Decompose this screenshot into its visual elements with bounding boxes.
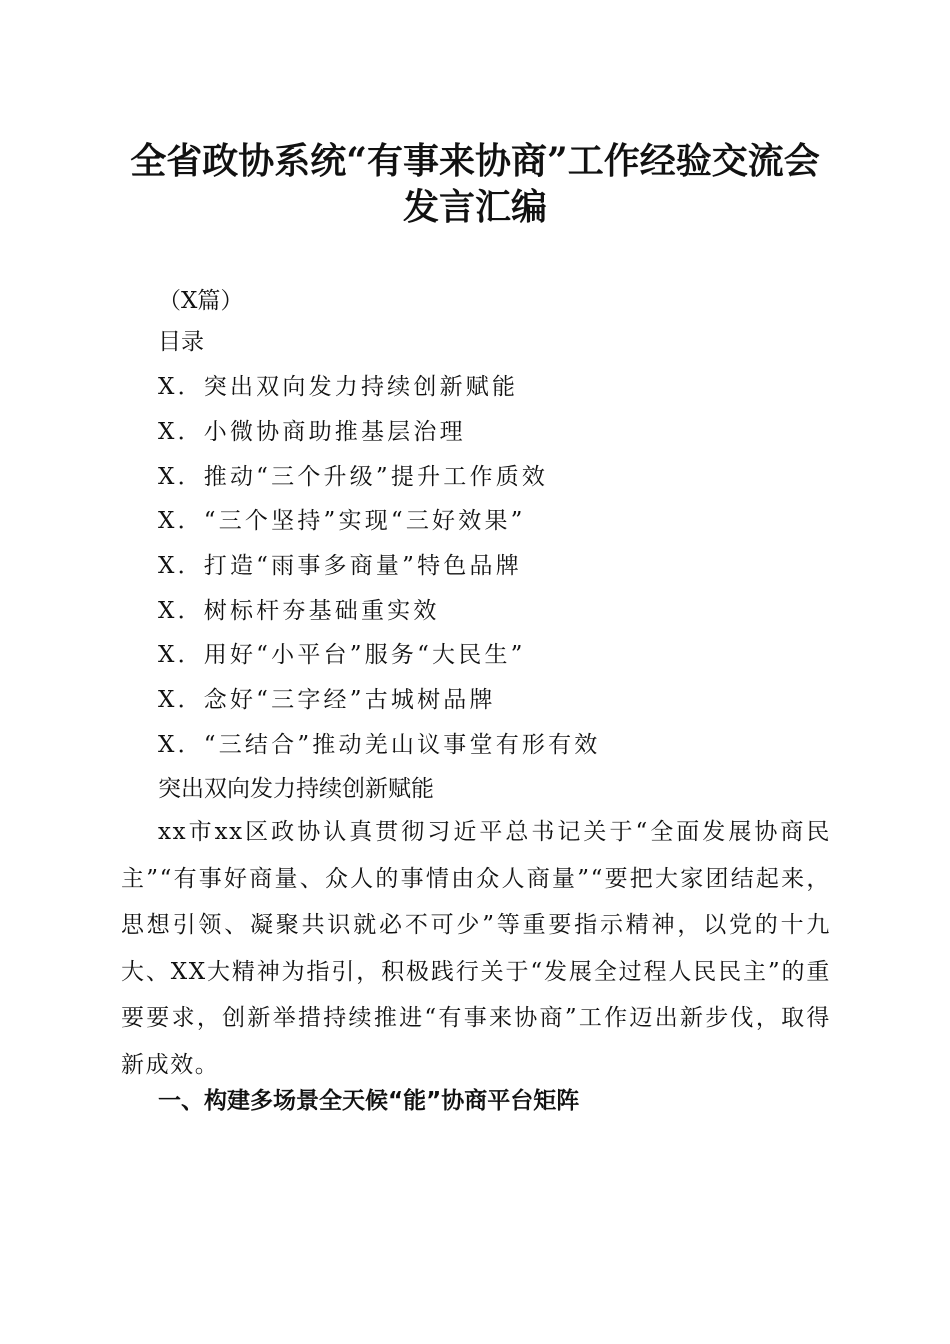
document-title-line-2: 发言汇编 [402,186,547,228]
toc-item: X．突出双向发力持续创新赋能 [158,374,519,400]
toc-item: X．“三个坚持”实现“三好效果” [158,508,526,534]
toc-item: X．用好“小平台”服务“大民生” [158,642,526,668]
body-paragraph: xx市xx区政协认真贯彻习近平总书记关于“全面发展协商民主”“有事好商量、众人的事情由众人商量”“要把大家团结起来，思想引领、凝聚共识就必不可少”等重要指示精神，以党的十九大、XX大精神为指引，积极践行关于“发展全过程人民民主”的重要要求，创新举措持续推进“有事来协商”工作迈出新步伐，取得新成效。 [121,819,831,1078]
toc-item: X．念好“三字经”古城树品牌 [158,687,496,713]
toc-item: X．推动“三个升级”提升工作质效 [158,464,549,490]
toc-item: X．打造“雨事多商量”特色品牌 [158,553,522,579]
section-title: 突出双向发力持续创新赋能 [158,776,434,802]
toc-label: 目录 [158,329,204,355]
heading-one: 一、构建多场景全天候“能”协商平台矩阵 [158,1088,580,1114]
toc-item: X．小微协商助推基层治理 [158,419,466,445]
toc-item: X．“三结合”推动羌山议事堂有形有效 [158,732,601,758]
toc-item: X．树标杆夯基础重实效 [158,598,440,624]
document-title-line-1: 全省政协系统“有事来协商”工作经验交流会 [130,140,820,182]
count-note: （X篇） [158,288,244,314]
